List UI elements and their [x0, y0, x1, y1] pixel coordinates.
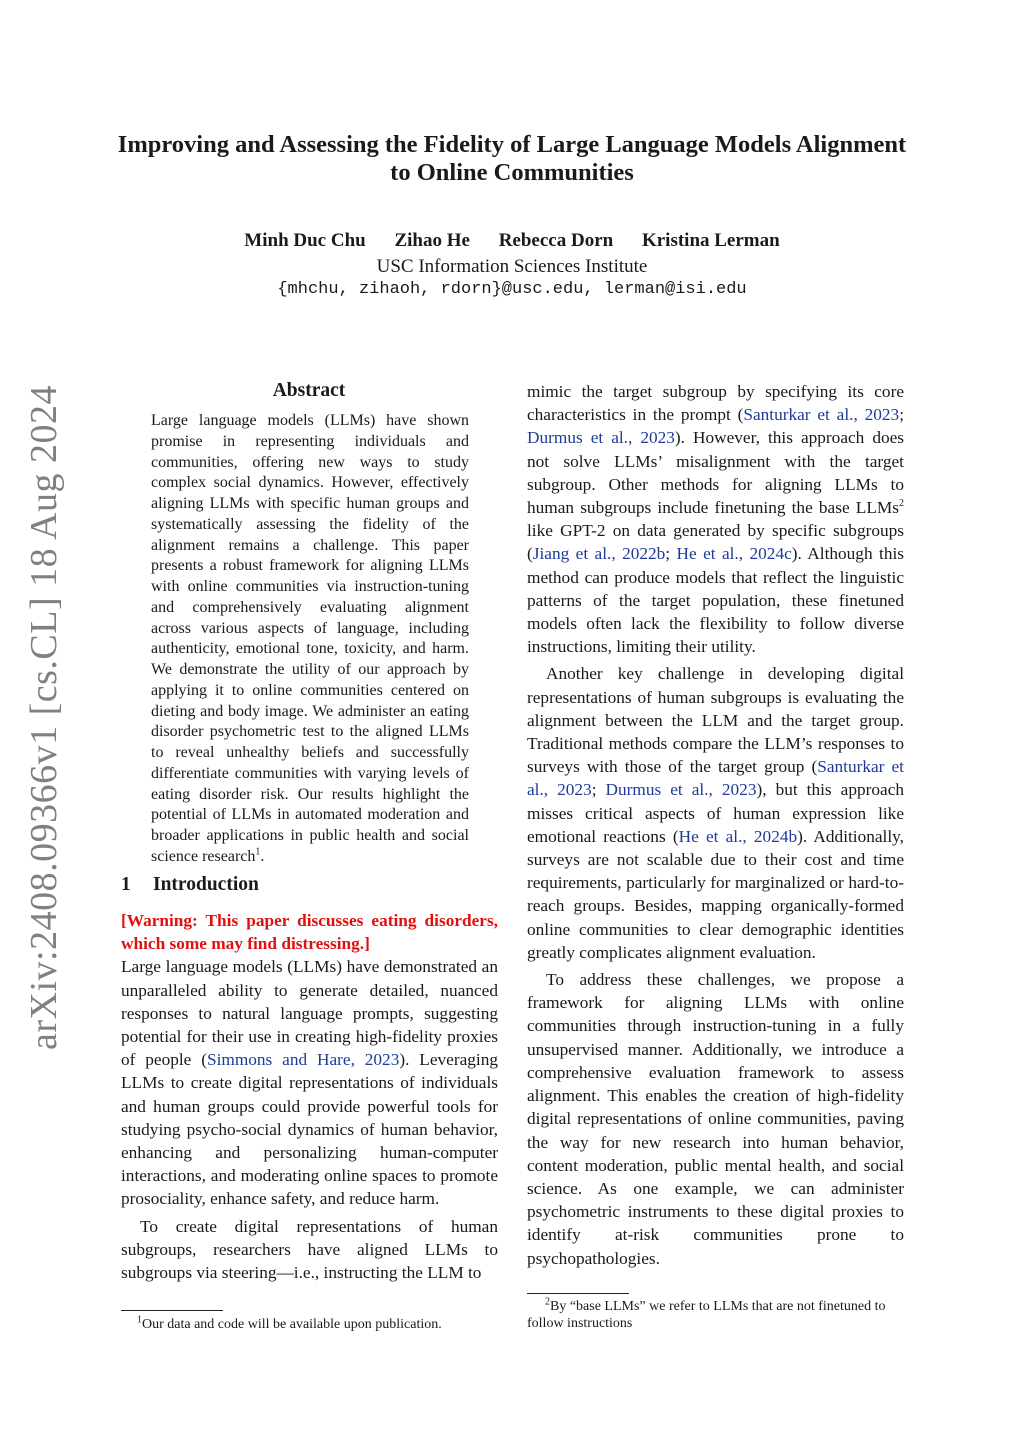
intro-paragraph-3: Another key challenge in developing digital representations of human subgroups is evaluating the alignment between the LLM and the target group. Traditional methods compare the LLM’s responses to surveys with those of the target group (Santurkar et al., 2023; Durmus et al., 2023), but this approach misses critical aspects of human expression like emotional reactions (He et al., 2024b). Additionally, surveys are not scalable due to their cost and time requirements, particularly for marginalized or hard-to-reach groups. Besides, mapping organically-formed online communities to clear demographic identities greatly complicates alignment evaluation. — [527, 664, 905, 962]
citation-link[interactable]: Durmus et al., 2023 — [605, 780, 757, 800]
section-heading-introduction — [121, 874, 259, 896]
citation-link[interactable]: Jiang et al., 2022b — [532, 544, 666, 564]
content-warning: [Warning: This paper discusses eating disorders, which some may find distressing.] — [121, 911, 498, 954]
abstract-heading: Abstract — [272, 380, 346, 401]
footnote-2 — [527, 1298, 904, 1332]
left-column-body — [121, 909, 498, 1284]
citation-link[interactable]: He et al., 2024b — [678, 826, 798, 846]
right-column-body — [527, 380, 904, 1270]
citation-link[interactable]: Durmus et al., 2023 — [527, 428, 675, 448]
abstract-body — [151, 411, 469, 868]
footnote-marker[interactable]: 1 — [255, 846, 261, 858]
footnote-text: Our data and code will be available upon publication. — [142, 1317, 442, 1332]
citation-link[interactable]: Santurkar et al., 2023 — [527, 757, 904, 800]
intro-paragraph-2-continued: mimic the target subgroup by specifying its core characteristics in the prompt (Santurkar et al., 2023; Durmus et al., 2023). However, this approach does not solve LLMs’ misalignment with the target subgroup. Other methods for aligning LLMs to human subgroups include finetuning the base LLMs$^2$ like GPT-2 on data generated by specific subgroups (Jiang et al., 2022b; He et al., 2024c). Although this method can produce models that reflect the linguistic patterns of the target population, these finetuned models often lack the flexibility to follow diverse instructions, limiting their utility. — [527, 382, 905, 657]
affiliation: USC Information Sciences Institute — [376, 256, 648, 277]
title-line-1: Improving and Assessing the Fidelity of Large Language Models Alignment — [117, 131, 907, 158]
footnote-number: 1 — [137, 1314, 142, 1326]
abstract-text: Large language models (LLMs) have shown promise in representing individuals and communities, offering new ways to study complex social dynamics. However, effectively aligning LLMs with specific human groups and systematically assessing the fidelity of the alignment remains a challenge. This paper presents a robust framework for aligning LLMs with online communities via instruction-tuning and comprehensively evaluating alignment across various aspects of language, including authenticity, emotional tone, toxicity, and harm. We demonstrate the utility of our approach by applying it to online communities centered on dieting and body image. We administer an eating disorder psychometric test to the aligned LLMs to reveal unhealthy beliefs and successfully differentiate communities with varying levels of eating disorder risk. Our results highlight the potential of LLMs in automated moderation and broader applications in public health and social science research — [151, 412, 469, 865]
author-emails: {mhchu, zihaoh, rdorn}@usc.edu, lerman@isi.edu — [277, 280, 747, 299]
footnote-divider — [527, 1293, 629, 1294]
footnote-1 — [137, 1316, 498, 1333]
paper-title — [100, 131, 924, 187]
intro-paragraph-1: Large language models (LLMs) have demonstrated an unparalleled ability to generate detailed, nuanced responses to natural language prompts, suggesting potential for their use in creating high-fidelity proxies of people (Simmons and Hare, 2023). Leveraging LLMs to create digital representations of individuals and human groups could provide powerful tools for studying psycho-social dynamics of human behavior, enhancing and personalizing human-computer interactions, and moderating online spaces to promote prosociality, enhance safety, and reduce harm. — [121, 957, 498, 1209]
arxiv-sidebar-stamp: arXiv:2408.09366v1 [cs.CL] 18 Aug 2024 — [23, 385, 65, 1050]
footnote-text: By “base LLMs” we refer to LLMs that are not finetuned to follow instructions — [527, 1299, 886, 1331]
author-name: Zihao He — [394, 230, 470, 251]
abstract-end: . — [260, 847, 265, 865]
footnote-number: 2 — [545, 1296, 550, 1308]
section-title: Introduction — [153, 874, 259, 895]
intro-paragraph-4: To address these challenges, we propose a framework for aligning LLMs with online communities through instruction-tuning in a fully unsupervised manner. Additionally, we introduce a comprehensive evaluation framework to assess alignment. This enables the creation of high-fidelity digital representations of online communities, paving the way for new research into human behavior, content moderation, public mental health, and social science. As one example, we can administer psychometric instruments to these digital proxies to identify at-risk communities prone to psychopathologies. — [527, 970, 904, 1268]
author-name: Rebecca Dorn — [498, 230, 614, 251]
author-name: Minh Duc Chu — [244, 230, 366, 251]
citation-link[interactable]: He et al., 2024c — [676, 544, 792, 564]
section-number: 1 — [121, 874, 131, 895]
footnote-marker[interactable]: 2 — [899, 498, 904, 510]
citation-link[interactable]: Simmons and Hare, 2023 — [206, 1050, 400, 1070]
footnote-divider — [121, 1310, 223, 1311]
intro-paragraph-2: To create digital representations of human subgroups, researchers have aligned LLMs to subgroups via steering—i.e., instructing the LLM to — [121, 1216, 498, 1283]
author-list — [100, 230, 924, 252]
citation-link[interactable]: Santurkar et al., 2023 — [743, 405, 900, 425]
title-line-2: to Online Communities — [390, 159, 634, 186]
author-name: Kristina Lerman — [641, 230, 780, 251]
